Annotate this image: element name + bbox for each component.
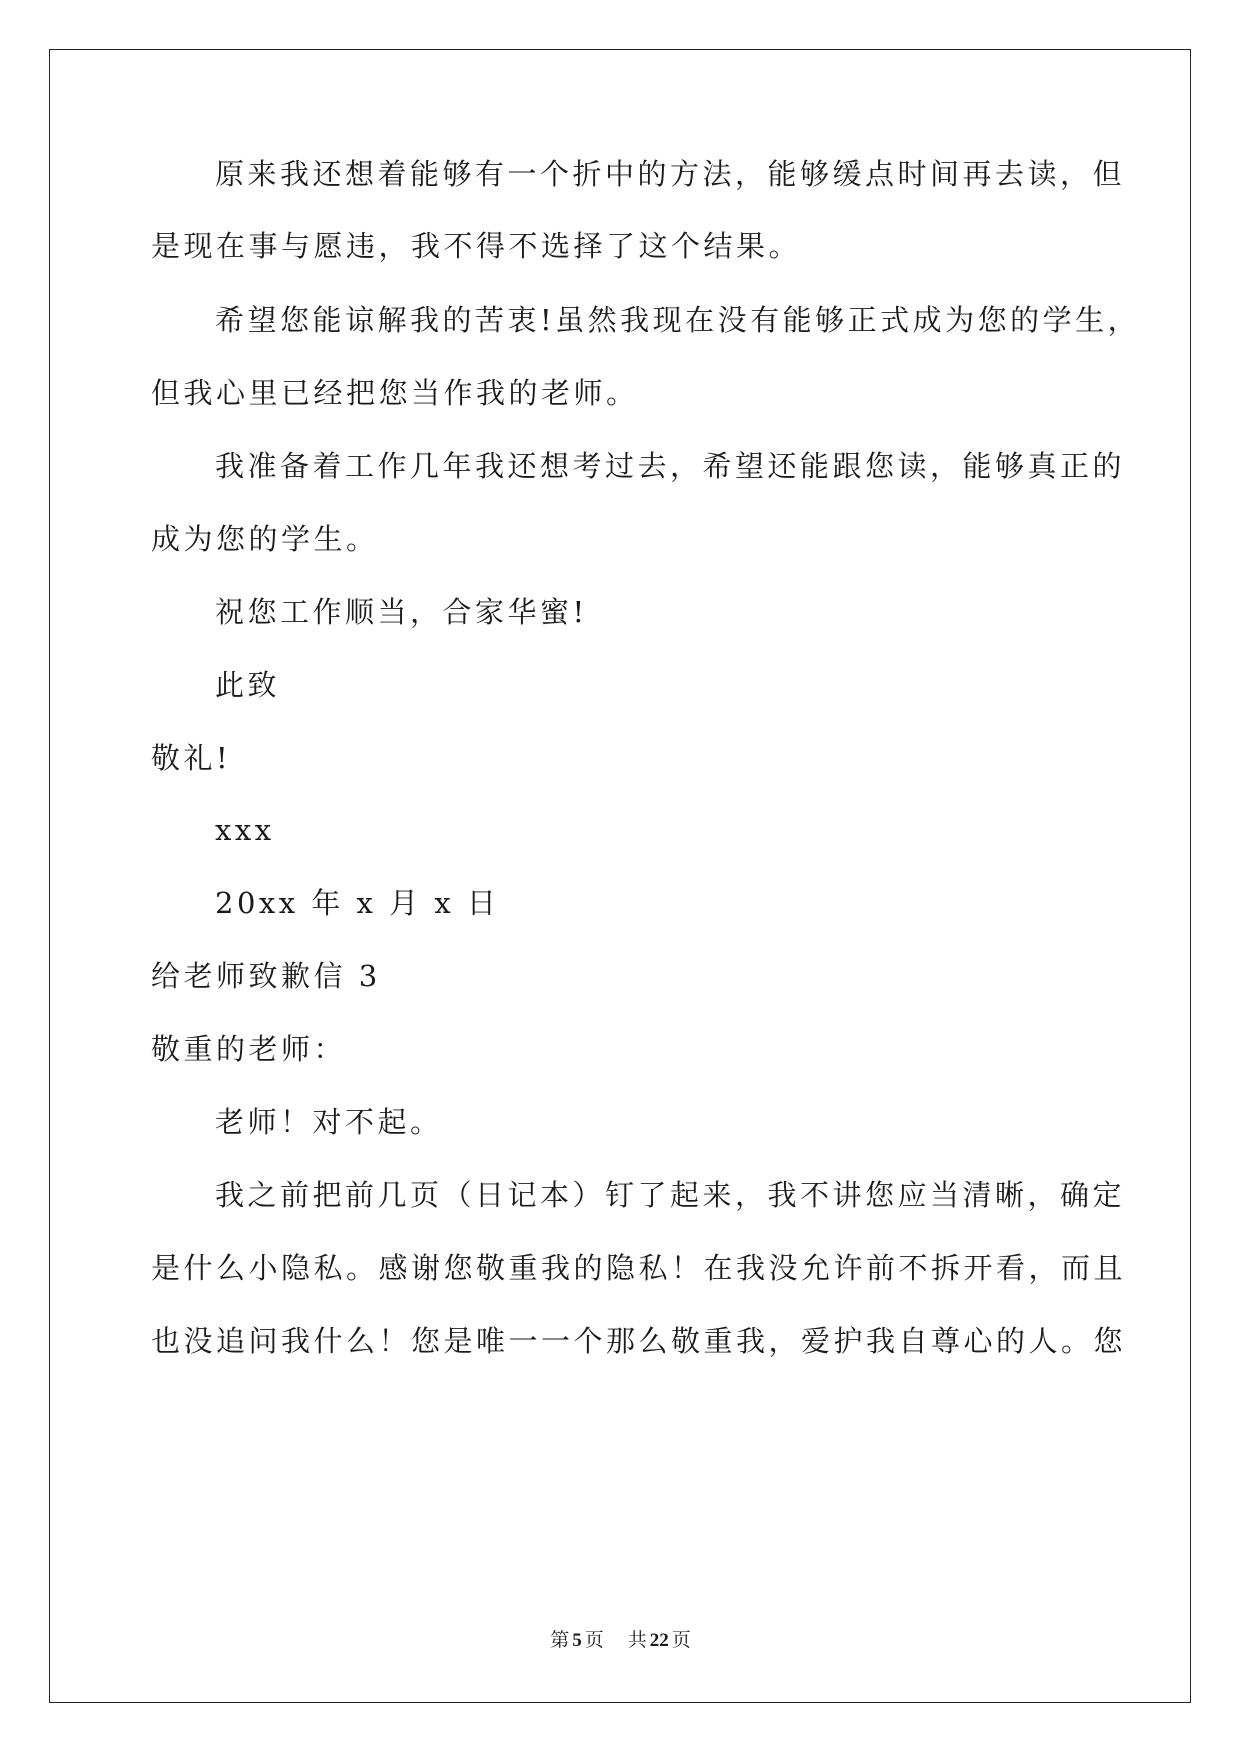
section-heading: 给老师致歉信 3 — [151, 959, 381, 993]
page-prefix: 第 — [550, 1629, 570, 1651]
page-frame — [49, 49, 1191, 1703]
text-line-14: 老师！对不起。 — [215, 1105, 443, 1139]
total-pages: 22 — [649, 1630, 669, 1651]
salutation: 敬重的老师： — [151, 1032, 347, 1066]
text-line-16: 是什么小隐私。感谢您敬重我的隐私！在我没允许前不拆开看，而且 — [151, 1251, 1127, 1285]
text-line-15: 我之前把前几页（日记本）钉了起来，我不讲您应当清晰，确定 — [215, 1178, 1126, 1212]
text-line-2: 是现在事与愿违，我不得不选择了这个结果。 — [151, 229, 802, 263]
text-line-7: 祝您工作顺当，合家华蜜! — [215, 595, 588, 629]
page-number: 5 — [572, 1630, 582, 1651]
total-prefix: 共 — [627, 1629, 647, 1651]
text-line-1: 原来我还想着能够有一个折中的方法，能够缓点时间再去读，但 — [215, 157, 1126, 191]
text-line-3: 希望您能谅解我的苦衷!虽然我现在没有能够正式成为您的学生， — [215, 303, 1141, 337]
text-line-6: 成为您的学生。 — [151, 522, 379, 556]
text-line-5: 我准备着工作几年我还想考过去，希望还能跟您读，能够真正的 — [215, 449, 1126, 483]
text-line-10: xxx — [215, 813, 275, 847]
page-footer — [0, 1628, 1241, 1653]
page-suffix: 页 — [584, 1629, 604, 1651]
text-line-4: 但我心里已经把您当作我的老师。 — [151, 376, 639, 410]
text-line-9: 敬礼! — [151, 741, 232, 775]
text-line-17: 也没追问我什么！您是唯一一个那么敬重我，爱护我自尊心的人。您 — [151, 1324, 1127, 1358]
total-suffix: 页 — [671, 1629, 691, 1651]
text-line-11: 20xx 年 x 月 x 日 — [215, 886, 500, 920]
text-line-8: 此致 — [215, 668, 281, 702]
